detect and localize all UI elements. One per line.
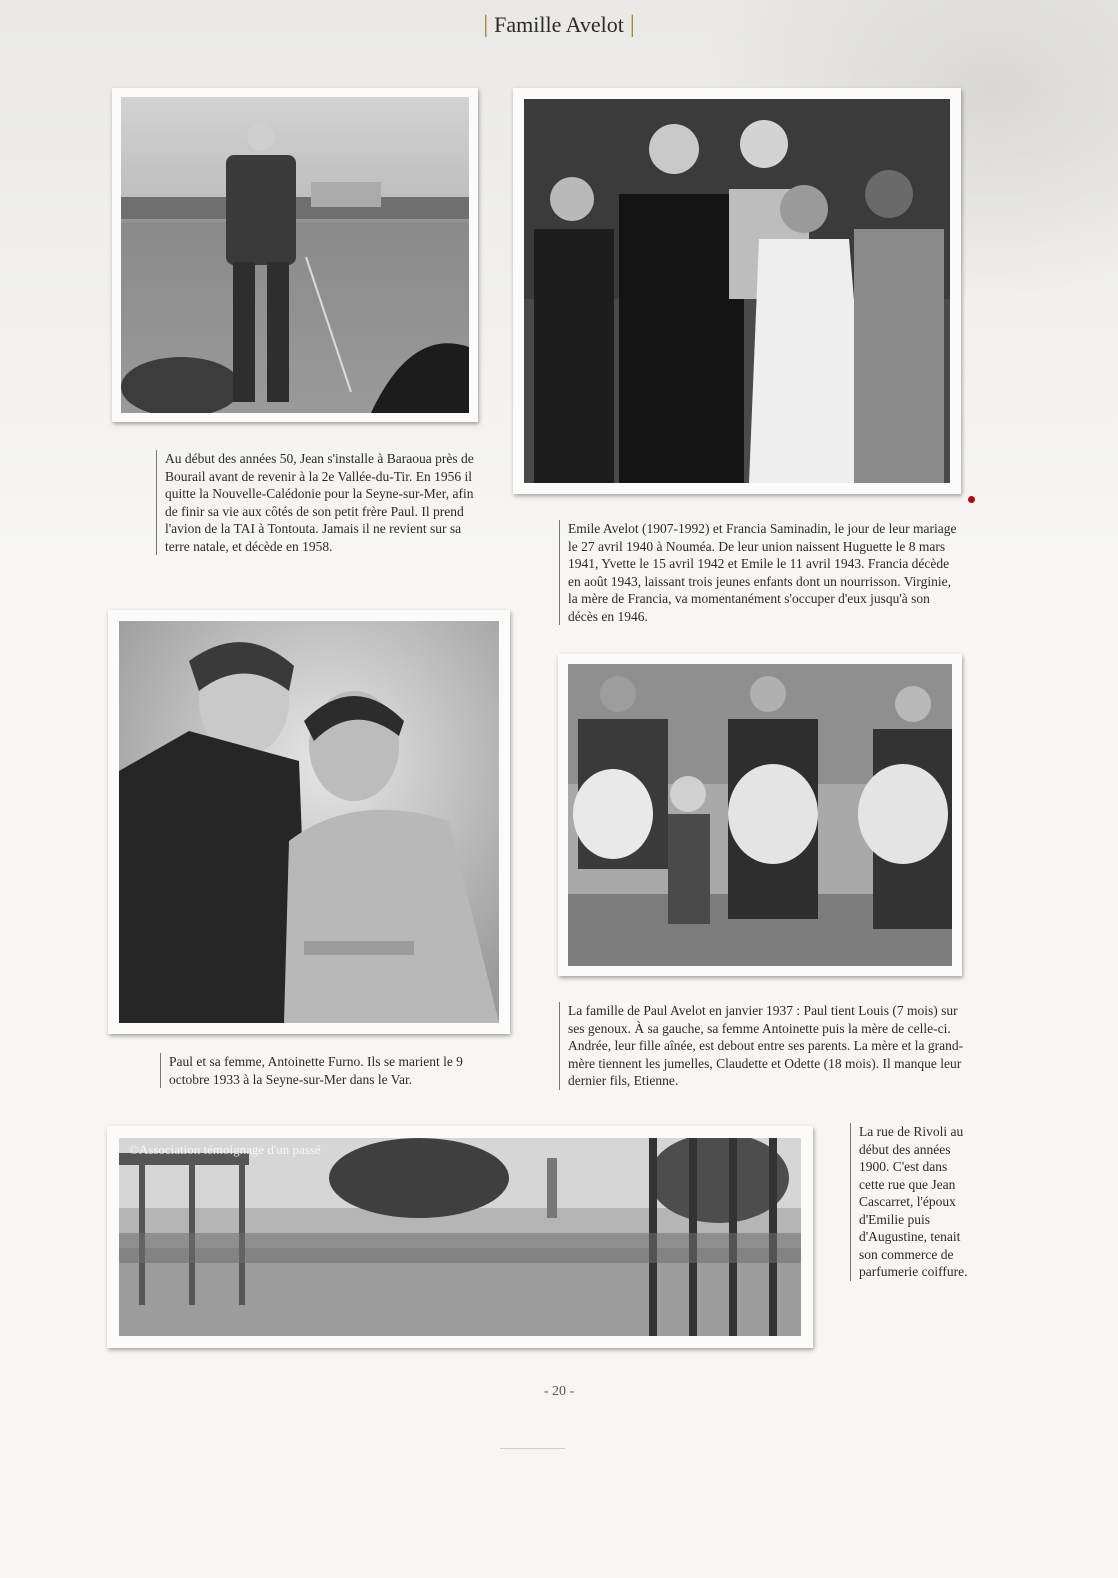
header-bar-left: | [483,12,489,38]
page-title: Famille Avelot [494,12,624,37]
caption-paul-text: Paul et sa femme, Antoinette Furno. Ils se marient le 9 octobre 1933 à la Seyne-sur-Mer dans le Var. [169,1054,463,1087]
page-number: - 20 - [543,1384,575,1399]
caption-jean-text: Au début des années 50, Jean s'installe à Baraoua près de Bourail avant de revenir à la 2e Vallée-du-Tir. En 1956 il quitte la Nouvelle-Calédonie pour la Seyne-sur-Mer, afin de finir sa vie aux côtés de son petit frère Paul. Il prend l'avion de la TAI à Tontouta. Jamais il ne revient sur sa terre natale, et décède en 1958. [165,451,474,554]
photo-watermark: ©Association témoignage d'un passé [129,1142,321,1157]
footer-rule [500,1448,565,1449]
photo-wedding-image [524,99,950,483]
photo-jean-image [121,97,469,413]
caption-wedding-text: Emile Avelot (1907-1992) et Francia Saminadin, le jour de leur mariage le 27 avril 1940 à Nouméa. De leur union naissent Huguette le 8 mars 1941, Yvette le 15 avril 1942 et Emile le 11 avril 1943. Francia décède en août 1943, laissant trois jeunes enfants dont un nourrisson. Virginie, la mère de Francia, va momentanément s'occuper d'eux jusqu'à son décès en 1946. [568,521,957,624]
caption-rivoli-text: La rue de Rivoli au début des années 1900. C'est dans cette rue que Jean Cascarret, l'époux d'Emilie puis d'Augustine, tenait son commerce de parfumerie coiffure. [859,1124,968,1279]
photo-paul-antoinette [108,610,510,1034]
page-header [0,12,1118,39]
caption-paul [160,1053,481,1088]
caption-jean [156,450,483,555]
photo-jean-airfield [112,88,478,422]
photo-family-image [568,664,952,966]
red-mark [968,496,975,503]
caption-family [559,1002,974,1090]
photo-paul-family [558,654,962,976]
photo-rue-rivoli [107,1126,813,1348]
header-bar-right: | [629,12,635,38]
photo-paul-image [119,621,499,1023]
caption-wedding [559,520,960,625]
caption-rivoli [850,1123,969,1281]
caption-family-text: La famille de Paul Avelot en janvier 1937 : Paul tient Louis (7 mois) sur ses genoux. À sa gauche, sa femme Antoinette puis la mère de celle-ci. Andrée, leur fille aînée, est debout entre ses parents. La mère et la grand-mère tiennent les jumelles, Claudette et Odette (18 mois). Il manque leur dernier fils, Etienne. [568,1003,964,1088]
photo-rivoli-image [119,1138,801,1336]
photo-wedding [513,88,961,494]
